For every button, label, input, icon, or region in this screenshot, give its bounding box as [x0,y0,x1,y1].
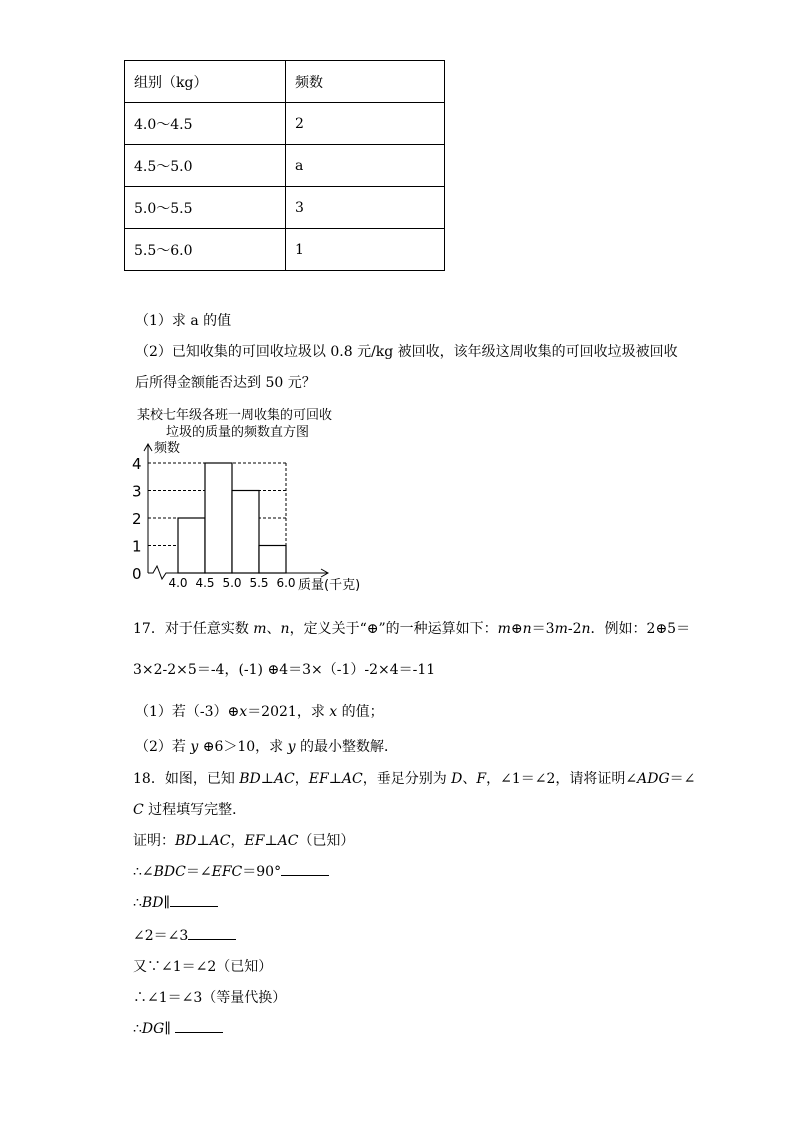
x-tick-label: 4.5 [195,576,215,590]
q17-part2 [135,736,398,756]
text: ．例如：2⊕5＝ [590,621,691,637]
chart-title-line1: 某校七年级各班一周收集的可回收 [137,408,333,423]
text: 17．对于任意实数 [133,621,254,637]
x-axis-label: 质量(千克) [298,578,361,593]
table-cell: 4.5～5.0 [125,145,286,187]
q18-step2 [133,892,218,911]
x-tick-label: 5.0 [222,576,242,590]
table-cell: 5.5～6.0 [125,229,286,271]
q16-part2-line1: （2）已知收集的可回收垃圾以 0.8 元/kg 被回收，该年级这周收集的可回收垃圾被回收 [135,344,678,360]
table-row [125,145,445,187]
text: （2）若 [135,739,191,755]
text: ＝3 [531,621,555,637]
table-row [125,229,445,271]
q18-proof-intro [133,830,354,850]
var-n: n [280,621,290,637]
text: ，垂足分别为 [362,771,452,787]
histogram-bar [232,491,259,574]
text: 18．如图，已知 [133,771,240,787]
y-tick-label: 0 [132,565,142,583]
text: ＝∠ [669,771,696,787]
var-x: x [329,704,338,720]
table-cell: 1 [286,229,445,271]
text: ＝90° [242,864,282,880]
text: 、 [462,771,477,787]
var-m: m [497,621,511,637]
q17-line1 [133,618,690,638]
point-d: D [451,771,463,787]
segment-bd: BD [141,895,164,911]
table-row [125,103,445,145]
segment-dg: DG [141,1021,165,1037]
y-tick-label: 1 [132,537,142,556]
text: ∥ [164,1021,176,1037]
text: ，定义关于“⊕”的一种运算如下： [289,621,498,637]
text: 的值； [337,704,384,720]
text: ∴ [133,895,142,911]
histogram-bar [205,463,232,573]
table-cell: a [286,145,445,187]
var-y: y [190,739,199,755]
text: ⊕6＞10，求 [198,739,288,755]
y-tick-label: 3 [132,482,142,501]
q18-step3 [133,925,236,945]
var-m: m [554,621,568,637]
text: ∠2＝∠3 [133,928,189,944]
var-m: m [253,621,267,637]
histogram-bar [178,518,205,573]
text: ∴ [133,1021,142,1037]
text: 、 [266,621,281,637]
q18-step1 [133,861,329,881]
text: ＝∠ [185,864,212,880]
x-tick-label: 4.0 [168,576,188,590]
expr: EF⊥AC [308,771,363,787]
text: （已知） [298,833,355,849]
q18-step5: ∴∠1＝∠3（等量代换） [133,990,287,1006]
angle-adg: ADG [637,771,670,787]
text: ∴∠ [133,864,154,880]
text: 证明： [133,833,175,849]
q17-part1 [135,701,384,721]
text: ＝2021，求 [247,704,330,720]
answer-blank[interactable] [188,925,236,940]
table-cell: 5.0～5.5 [125,187,286,229]
q18-step6 [133,1018,223,1037]
expr: EF⊥AC [244,833,299,849]
chart-title-line2: 垃圾的质量的频数直方图 [166,425,310,440]
table-header-row [125,61,445,103]
answer-blank[interactable] [170,892,218,907]
text: （1）若（-3）⊕ [135,704,240,720]
table-cell: 2 [286,103,445,145]
q16-part1: （1）求 a 的值 [135,313,232,329]
table-header-cell: 频数 [286,61,445,103]
point-f: F [476,771,487,787]
frequency-table [124,60,445,271]
text: ， [230,833,245,849]
table-cell: 4.0～4.5 [125,103,286,145]
angle-efc: EFC [211,864,243,880]
point-c: C [133,802,144,818]
expr: BD⊥AC [239,771,295,787]
y-tick-label: 4 [132,455,142,473]
text: ， [294,771,309,787]
histogram-bar [259,546,286,574]
y-axis-label: 频数 [154,441,181,456]
table-cell: 3 [286,187,445,229]
table-row [125,187,445,229]
q18-step4: 又∵∠1＝∠2（已知） [133,959,273,975]
answer-blank[interactable] [175,1018,223,1033]
y-tick-label: 2 [132,510,142,528]
histogram-chart [120,436,380,596]
q16-part2-line2: 后所得金额能否达到 50 元？ [135,375,316,391]
x-tick-label: 5.5 [249,576,269,590]
q17-line2: 3×2-2×5＝-4，(-1) ⊕4＝3×（-1）-2×4＝-11 [133,662,436,678]
q18-line1 [133,768,695,788]
operator-symbol: ⊕ [510,621,523,637]
x-tick-label: 6.0 [276,576,296,590]
var-n: n [581,621,591,637]
text: 过程填写完整． [143,802,247,818]
answer-blank[interactable] [281,861,329,876]
text: ，∠1＝∠2，请将证明∠ [486,771,638,787]
text: 的最小整数解． [295,739,399,755]
var-x: x [239,704,248,720]
table-header-cell: 组别（kg） [125,61,286,103]
var-y: y [287,739,296,755]
var-n: n [522,621,532,637]
expr: BD⊥AC [175,833,231,849]
text: ∥ [163,895,170,911]
angle-bdc: BDC [153,864,186,880]
text: -2 [567,621,582,637]
q18-line2 [133,799,246,819]
